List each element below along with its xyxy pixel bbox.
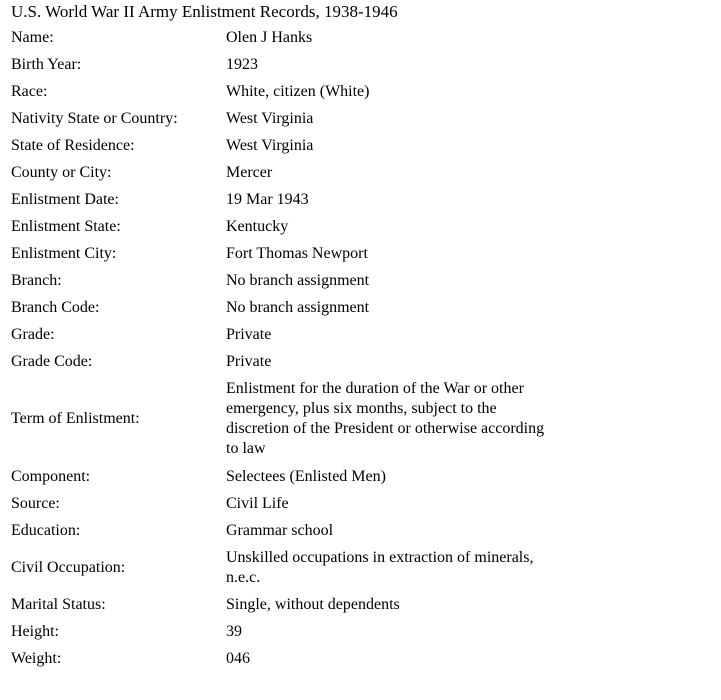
record-row-enlistment-state (11, 213, 551, 240)
record-row-race (11, 78, 551, 105)
record-row-residence (11, 132, 551, 159)
enlistment-record-document (11, 0, 711, 672)
record-label: Education: (11, 521, 81, 539)
record-row-nativity (11, 105, 551, 132)
record-label: State of Residence: (11, 136, 135, 154)
record-value: West Virginia (226, 109, 314, 127)
record-label: Grade Code: (11, 352, 93, 370)
record-row-enlistment-date (11, 186, 551, 213)
record-value: No branch assignment (226, 271, 370, 289)
record-row-height (11, 618, 551, 645)
record-value: Single, without dependents (226, 595, 400, 613)
record-row-birth-year (11, 51, 551, 78)
record-value: 39 (226, 622, 242, 640)
record-value: Private (226, 325, 272, 343)
record-value: Civil Life (226, 494, 289, 512)
record-value: White, citizen (White) (226, 82, 370, 100)
record-value: Private (226, 352, 272, 370)
record-row-branch (11, 267, 551, 294)
record-row-branch-code (11, 294, 551, 321)
record-row-marital-status (11, 591, 551, 618)
record-label: Name: (11, 28, 54, 46)
record-value: Enlistment for the duration of the War or other emergency, plus six months, subject to the discretion of the President or otherwise according to law (226, 380, 545, 457)
record-row-source (11, 490, 551, 517)
record-value: Fort Thomas Newport (226, 244, 368, 262)
record-row-component (11, 463, 551, 490)
record-row-weight (11, 645, 551, 672)
record-label: Birth Year: (11, 55, 82, 73)
record-value: 046 (226, 649, 250, 667)
document-title: U.S. World War II Army Enlistment Records, 1938-1946 (11, 2, 398, 21)
record-label: Height: (11, 622, 59, 640)
record-row-name (11, 24, 551, 51)
record-value: 1923 (226, 55, 258, 73)
record-label: Grade: (11, 325, 55, 343)
record-row-grade (11, 321, 551, 348)
record-row-education (11, 517, 551, 544)
record-value: Unskilled occupations in extraction of minerals, n.e.c. (226, 548, 534, 586)
record-label: Branch: (11, 271, 62, 289)
record-label: Source: (11, 494, 60, 512)
record-label: Weight: (11, 649, 62, 667)
record-value: Olen J Hanks (226, 28, 313, 46)
record-value: Selectees (Enlisted Men) (226, 467, 386, 485)
record-row-term-of-enlistment (11, 375, 551, 463)
record-value: Kentucky (226, 217, 289, 235)
record-value: 19 Mar 1943 (226, 190, 309, 208)
record-label: Branch Code: (11, 298, 100, 316)
record-table (11, 24, 551, 672)
record-row-county (11, 159, 551, 186)
record-label: Race: (11, 82, 48, 100)
record-label: Term of Enlistment: (11, 410, 140, 427)
record-label: Component: (11, 467, 91, 485)
record-label: Enlistment Date: (11, 190, 119, 208)
record-label: Civil Occupation: (11, 558, 126, 576)
record-value: No branch assignment (226, 298, 370, 316)
record-label: Marital Status: (11, 595, 106, 613)
record-row-enlistment-city (11, 240, 551, 267)
record-value: Grammar school (226, 521, 334, 539)
record-label: County or City: (11, 163, 112, 181)
record-row-civil-occupation (11, 544, 551, 591)
record-label: Enlistment State: (11, 217, 121, 235)
record-label: Enlistment City: (11, 244, 117, 262)
record-row-grade-code (11, 348, 551, 375)
record-value: Mercer (226, 163, 273, 181)
record-value: West Virginia (226, 136, 314, 154)
record-label: Nativity State or Country: (11, 109, 178, 127)
